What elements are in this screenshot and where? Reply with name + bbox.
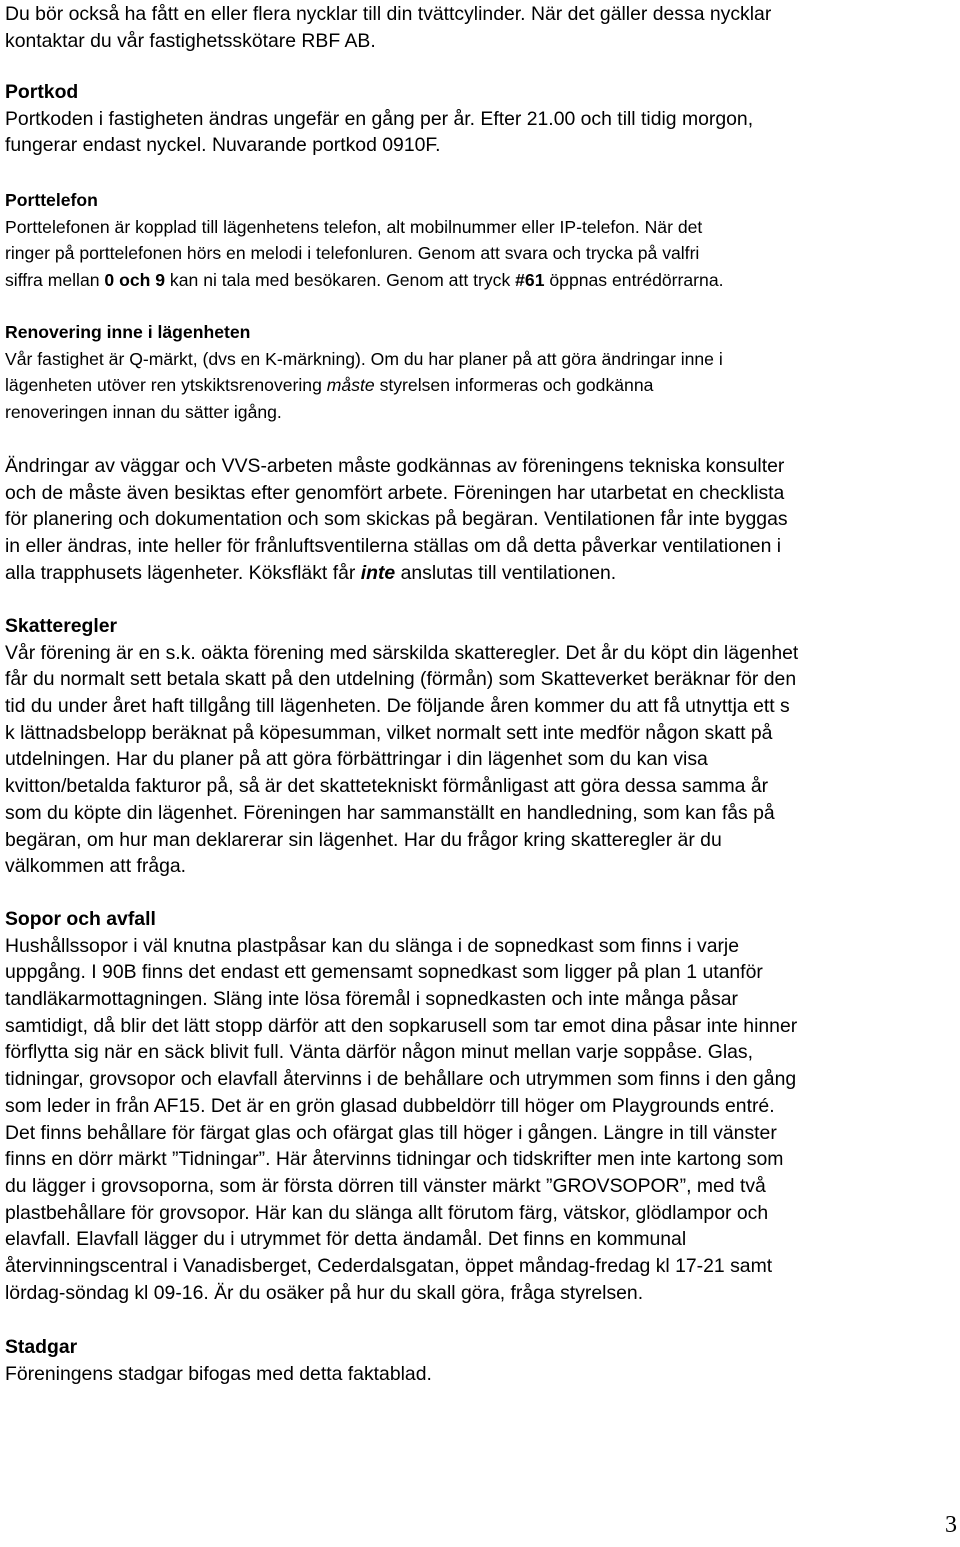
paragraph-line: som leder in från AF15. Det är en grön glasad dubbeldörr till höger om Playgrounds entré. — [5, 1094, 775, 1117]
text-run: alla trapphusets lägenheter. Köksfläkt får — [5, 561, 361, 584]
text-run-bold: 0 och 9 — [104, 269, 166, 290]
paragraph-line: in eller ändras, inte heller för frånluftsventilerna ställas om då detta påverkar ventilationen i — [5, 535, 782, 558]
paragraph-line: uppgång. I 90B finns det endast ett gemensamt sopnedkast som ligger på plan 1 utanför — [5, 961, 763, 984]
paragraph-line: återvinningscentral i Vanadisberget, Cederdalsgatan, öppet måndag-fredag kl 17-21 samt — [5, 1254, 773, 1277]
paragraph-line: får du normalt sett betala skatt på den utdelning (förmån) som Skatteverket beräknar för den — [5, 668, 797, 691]
paragraph-line: tidningar, grovsopor och elavfall återvinns i de behållare och utrymmen som finns i den gång — [5, 1068, 797, 1091]
text-run-italic: måste — [326, 375, 375, 395]
paragraph-line — [5, 560, 788, 587]
paragraph-line: Portkoden i fastigheten ändras ungefär en gång per år. Efter 21.00 och till tidig morgon, — [5, 107, 754, 130]
paragraph-line — [5, 372, 723, 399]
paragraph-line: elavfall. Elavfall lägger du i utrymmet för detta ändamål. Det finns en kommunal — [5, 1228, 687, 1251]
paragraph-line: Föreningens stadgar bifogas med detta faktablad. — [5, 1362, 432, 1385]
paragraph-line: samtidigt, då blir det lätt stopp därför att den sopkarusell som tar emot dina påsar inte hinner — [5, 1014, 798, 1037]
paragraph-line: Hushållssopor i väl knutna plastpåsar kan du slänga i de sopnedkast som finns i varje — [5, 934, 740, 957]
text-run: kan ni tala med besökaren. Genom att tryck — [165, 269, 516, 290]
page-number: 3 — [945, 1512, 957, 1538]
section-portkod — [5, 79, 753, 159]
paragraph-line: lördag-söndag kl 09-16. Är du osäker på hur du skall göra, fråga styrelsen. — [5, 1281, 644, 1304]
paragraph-line: ringer på porttelefonen hörs en melodi i telefonluren. Genom att svara och trycka på valfri — [5, 243, 700, 263]
paragraph-line: tid du under året haft tillgång till lägenheten. De följande åren kommer du att få utnyttja ett s — [5, 695, 790, 718]
paragraph-line: förflytta sig när en säck blivit full. Vänta därför någon minut mellan varje soppåse. Glas, — [5, 1041, 753, 1064]
paragraph-line: fungerar endast nyckel. Nuvarande portkod 0910F. — [5, 134, 441, 157]
text-run-bold: #61 — [515, 269, 545, 290]
section-heading: Porttelefon — [5, 190, 98, 210]
paragraph-line: renoveringen innan du sätter igång. — [5, 401, 282, 422]
intro-line: kontaktar du vår fastighetsskötare RBF AB. — [5, 29, 376, 52]
paragraph-line: begäran, om hur man deklarerar sin lägenhet. Har du frågor kring skatteregler är du — [5, 828, 722, 851]
intro-paragraph — [5, 1, 771, 54]
paragraph-line: finns en dörr märkt ”Tidningar”. Här återvinns tidningar och tidskrifter men inte kartong som — [5, 1148, 784, 1171]
paragraph-line: Det finns behållare för färgat glas och ofärgat glas till höger i gången. Längre in till vänster — [5, 1121, 777, 1144]
paragraph-line: Ändringar av väggar och VVS-arbeten måste godkännas av föreningens tekniska konsulter — [5, 455, 785, 477]
paragraph-line — [5, 267, 724, 294]
text-run: lägenheten utöver ren ytskiktsrenovering — [5, 375, 327, 395]
paragraph-line: du lägger i grovsoporna, som är första dörren till vänster märkt ”GROVSOPOR”, med två — [5, 1174, 766, 1197]
section-renovering — [5, 319, 723, 425]
paragraph-line: välkommen att fråga. — [5, 855, 187, 878]
text-run: öppnas entrédörrarna. — [544, 269, 724, 290]
paragraph-line: som du köpte din lägenhet. Föreningen har sammanställt en handledning, som kan fås på — [5, 801, 775, 824]
section-heading: Skatteregler — [5, 615, 118, 637]
section-skatteregler — [5, 613, 798, 880]
paragraph-line: tandläkarmottagningen. Släng inte lösa föremål i sopnedkasten och inte många påsar — [5, 988, 739, 1011]
section-heading: Stadgar — [5, 1336, 78, 1358]
section-stadgar — [5, 1334, 432, 1387]
paragraph-line: och de måste även besiktas efter genomfört arbete. Föreningen har utarbetat en checklista — [5, 481, 785, 504]
section-heading: Sopor och avfall — [5, 908, 156, 930]
andringar-paragraph — [5, 453, 788, 586]
text-run: anslutas till ventilationen. — [395, 561, 617, 584]
intro-line: Du bör också ha fått en eller flera nycklar till din tvättcylinder. När det gäller dessa nycklar — [5, 3, 772, 25]
section-porttelefon — [5, 187, 724, 293]
paragraph-line: k lättnadsbelopp beräknat på köpesumman, vilket normalt sett inte medför någon skatt på — [5, 721, 773, 744]
paragraph-line: Porttelefonen är kopplad till lägenhetens telefon, alt mobilnummer eller IP-telefon. När det — [5, 216, 703, 237]
section-sopor — [5, 906, 797, 1306]
section-heading: Renovering inne i lägenheten — [5, 322, 251, 342]
text-run-bold-italic: inte — [360, 561, 396, 584]
text-run: styrelsen informeras och godkänna — [374, 375, 654, 395]
paragraph-line: Vår fastighet är Q-märkt, (dvs en K-märkning). Om du har planer på att göra ändringar inne i — [5, 348, 723, 369]
paragraph-line: utdelningen. Har du planer på att göra förbättringar i din lägenhet som du kan visa — [5, 748, 708, 771]
paragraph-line: plastbehållare för grovsopor. Här kan du slänga allt förutom färg, vätskor, glödlampor och — [5, 1201, 769, 1224]
text-run: siffra mellan — [5, 269, 105, 290]
section-heading: Portkod — [5, 81, 79, 103]
paragraph-line: Vår förening är en s.k. oäkta förening med särskilda skatteregler. Det år du köpt din lägenhet — [5, 641, 799, 664]
paragraph-line: kvitton/betalda fakturor på, så är det skattetekniskt förmånligast att göra dessa samma år — [5, 775, 769, 798]
paragraph-line: för planering och dokumentation och som skickas på begäran. Ventilationen får inte byggas — [5, 508, 788, 531]
